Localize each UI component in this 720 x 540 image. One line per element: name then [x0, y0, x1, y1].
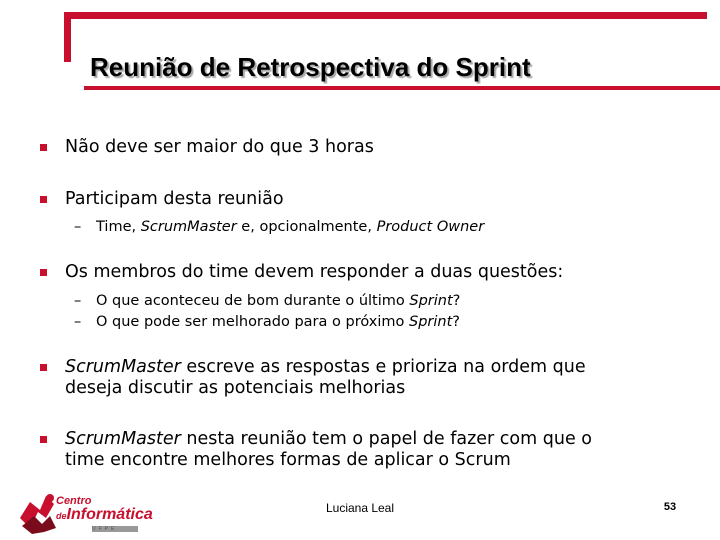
- logo-text-centro: Centro: [56, 495, 92, 507]
- title-underline: [84, 86, 720, 90]
- title-frame-vertical: [64, 12, 71, 62]
- bullet-participants: Participam desta reunião: [40, 189, 284, 210]
- bullet-square-icon: [40, 364, 47, 371]
- title-frame-horizontal: [64, 12, 707, 19]
- bullet-scrummaster-role: ScrumMaster nesta reunião tem o papel de fazer com que o time encontre melhores formas de aplicar o Scrum: [40, 429, 592, 471]
- bullet-scrummaster-writes: ScrumMaster escreve as respostas e prioriza na ordem que deseja discutir as potenciais melhorias: [40, 357, 586, 399]
- sub-bullet-participants: – Time, ScrumMaster e, opcionalmente, Product Owner: [74, 219, 485, 235]
- bullet-square-icon: [40, 269, 47, 276]
- sub-bullet-question-2: – O que pode ser melhorado para o próximo Sprint?: [74, 314, 460, 330]
- logo-text-informatica: deInformática: [56, 506, 153, 523]
- sub-bullet-question-1: – O que aconteceu de bom durante o último Sprint?: [74, 293, 461, 309]
- bullet-square-icon: [40, 196, 47, 203]
- bullet-square-icon: [40, 144, 47, 151]
- bullet-square-icon: [40, 436, 47, 443]
- slide-title: Reunião de Retrospectiva do Sprint: [90, 52, 531, 82]
- logo-text-ufpe: UFPE: [92, 526, 118, 532]
- bullet-questions: Os membros do time devem responder a duas questões:: [40, 262, 563, 283]
- bullet-duration: Não deve ser maior do que 3 horas: [40, 137, 374, 158]
- footer-author: Luciana Leal: [325, 501, 395, 515]
- page-number: 53: [663, 501, 677, 513]
